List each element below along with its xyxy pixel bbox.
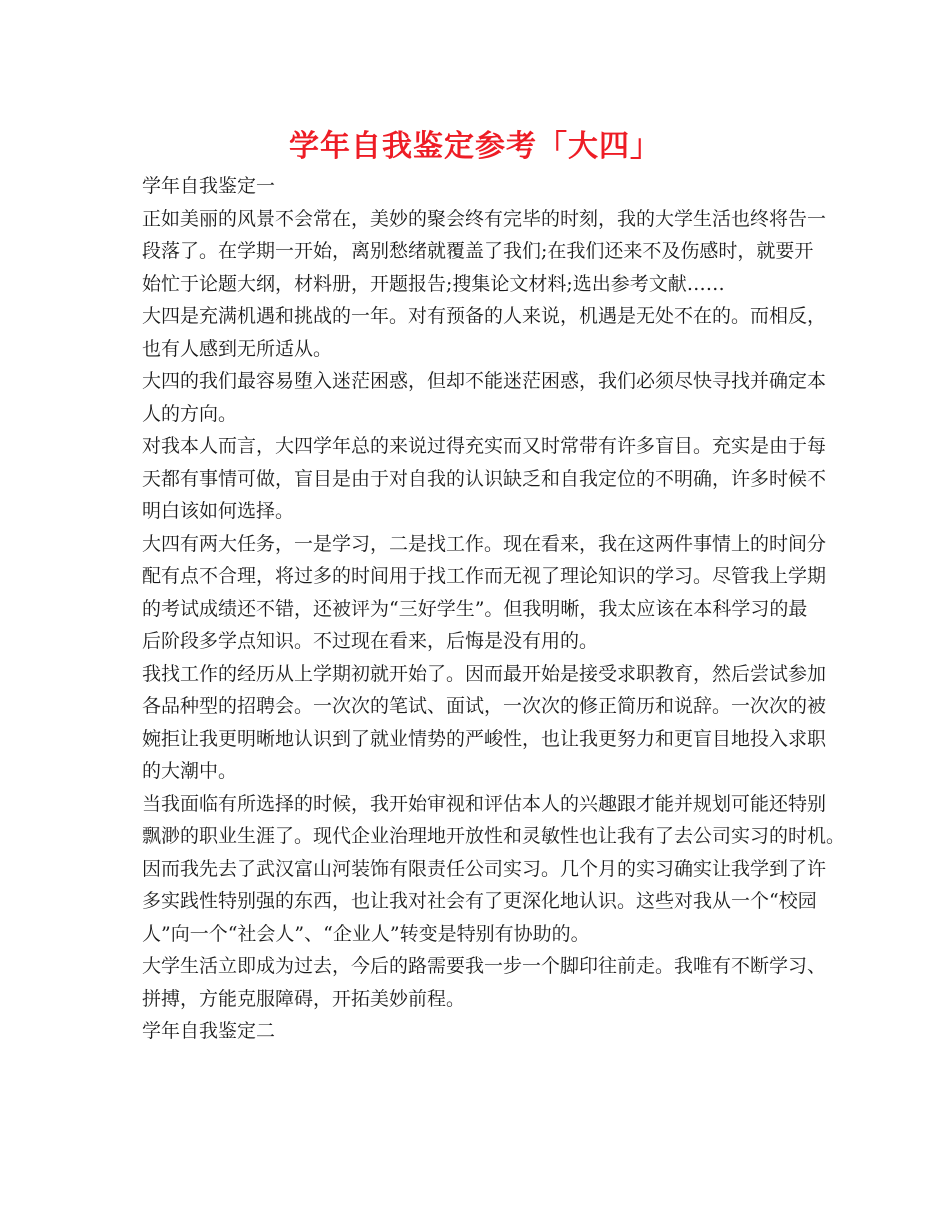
paragraph-6 — [142, 658, 827, 788]
paragraph-3 — [142, 365, 827, 430]
paragraph-line: 多实践性特别强的东西，也让我对社会有了更深化地认识。这些对我从一个“校园 — [142, 890, 817, 912]
section-heading-1: 学年自我鉴定一 — [142, 175, 276, 197]
paragraph-line: 人的方向。 — [142, 402, 238, 425]
paragraph-line: 天都有事情可做，盲目是由于对自我的认识缺乏和自我定位的不明确，许多时候不 — [142, 467, 827, 490]
paragraph-2 — [142, 300, 827, 365]
document-title: 学年自我鉴定参考「大四」 — [289, 129, 661, 164]
paragraph-7 — [142, 788, 846, 951]
paragraph-line: 大四是充满机遇和挑战的一年。对有预备的人来说，机遇是无处不在的。而相反， — [142, 305, 827, 327]
paragraph-line: 对我本人而言，大四学年总的来说过得充实而又时常带有许多盲目。充实是由于每 — [142, 435, 827, 457]
document-body — [142, 170, 846, 1048]
paragraph-line: 正如美丽的风景不会常在，美妙的聚会终有完毕的时刻，我的大学生活也终将告一 — [142, 207, 827, 230]
paragraph-line: 的考试成绩还不错，还被评为“三好学生”。但我明晰，我太应该在本科学习的最 — [142, 597, 808, 620]
paragraph-line: 各品种型的招聘会。一次次的笔试、面试，一次次的修正简历和说辞。一次次的被 — [142, 695, 827, 717]
paragraph-8 — [142, 950, 827, 1015]
paragraph-line: 明白该如何选择。 — [142, 500, 295, 522]
paragraph-line: 婉拒让我更明晰地认识到了就业情势的严峻性，也让我更努力和更盲目地投入求职 — [142, 727, 827, 750]
paragraph-line: 人”向一个“社会人”、“企业人”转变是特别有协助的。 — [142, 922, 590, 945]
paragraph-line: 飘渺的职业生涯了。现代企业治理地开放性和灵敏性也让我有了去公司实习的时机。 — [142, 825, 846, 847]
paragraph-line: 因而我先去了武汉富山河装饰有限责任公司实习。几个月的实习确实让我学到了许 — [142, 857, 827, 880]
paragraph-line: 拼搏，方能克服障碍，开拓美妙前程。 — [142, 987, 466, 1010]
paragraph-1 — [142, 203, 827, 301]
paragraph-line: 的大潮中。 — [142, 760, 238, 782]
paragraph-line: 大四的我们最容易堕入迷茫困惑，但却不能迷茫困惑，我们必须尽快寻找并确定本 — [142, 370, 827, 392]
paragraph-line: 后阶段多学点知识。不过现在看来，后悔是没有用的。 — [142, 630, 599, 652]
paragraph-line: 我找工作的经历从上学期初就开始了。因而最开始是接受求职教育，然后尝试参加 — [142, 662, 827, 685]
paragraph-line: 配有点不合理，将过多的时间用于找工作而无视了理论知识的学习。尽管我上学期 — [142, 565, 827, 587]
paragraph-4 — [142, 430, 827, 528]
paragraph-line: 大四有两大任务，一是学习，二是找工作。现在看来，我在这两件事情上的时间分 — [142, 532, 827, 555]
paragraph-line: 当我面临有所选择的时候，我开始审视和评估本人的兴趣跟才能并规划可能还特别 — [142, 792, 827, 815]
paragraph-line: 也有人感到无所适从。 — [142, 337, 333, 360]
paragraph-line: 段落了。在学期一开始，离别愁绪就覆盖了我们;在我们还来不及伤感时，就要开 — [142, 240, 814, 262]
paragraph-5 — [142, 528, 827, 658]
paragraph-line: 大学生活立即成为过去，今后的路需要我一步一个脚印往前走。我唯有不断学习、 — [142, 955, 827, 977]
section-heading-2: 学年自我鉴定二 — [142, 1020, 276, 1042]
paragraph-line: 始忙于论题大纲，材料册，开题报告;搜集论文材料;选出参考文献…… — [142, 272, 725, 295]
